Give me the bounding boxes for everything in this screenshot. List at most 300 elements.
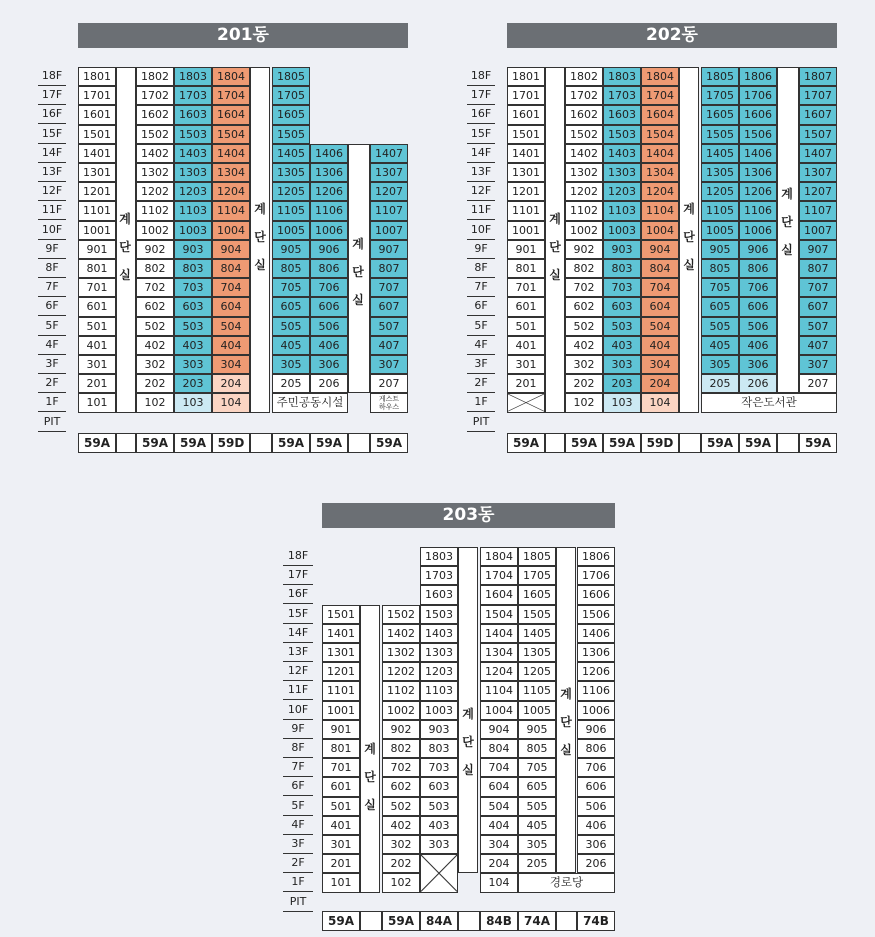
floor-label: 11F (467, 201, 495, 220)
floor-label: 14F (467, 144, 495, 163)
unit-cell: 306 (310, 355, 348, 374)
unit-cell: 1705 (518, 566, 556, 585)
unit-cell: 405 (701, 336, 739, 355)
unit-cell: 1002 (382, 701, 420, 720)
unit-cell: 606 (577, 777, 615, 796)
unit-cell: 1706 (577, 566, 615, 585)
unit-cell: 406 (577, 816, 615, 835)
floor-label: 12F (38, 182, 66, 201)
unit-cell: 1704 (641, 86, 679, 105)
floor-label: 16F (38, 105, 66, 124)
floor-label: 1F (467, 393, 495, 412)
unit-cell: 104 (641, 393, 679, 412)
unit-cell: 404 (641, 336, 679, 355)
unit-cell: 1407 (370, 144, 408, 163)
unit-cell: 506 (310, 317, 348, 336)
floor-label: 17F (467, 86, 495, 105)
unit-cell: 905 (518, 720, 556, 739)
floor-label: 15F (283, 605, 313, 624)
unit-cell: 502 (382, 797, 420, 816)
unit-cell: 1406 (739, 144, 777, 163)
unit-cell: 1005 (272, 221, 310, 240)
floor-label: 9F (38, 240, 66, 259)
unit-cell: 802 (565, 259, 603, 278)
building-title: 201동 (78, 23, 408, 48)
unit-cell: 1203 (174, 182, 212, 201)
unit-cell: 405 (518, 816, 556, 835)
unit-type-cell: 84B (480, 911, 518, 931)
unit-cell: 1401 (322, 624, 360, 643)
unit-cell: 1103 (420, 681, 458, 700)
unit-cell: 904 (641, 240, 679, 259)
floor-label: 5F (283, 797, 313, 816)
unit-cell: 301 (78, 355, 116, 374)
unit-cell: 1107 (799, 201, 837, 220)
unit-cell: 1404 (480, 624, 518, 643)
unit-cell: 1703 (174, 86, 212, 105)
unit-cell: 205 (518, 854, 556, 873)
unit-cell: 304 (480, 835, 518, 854)
unit-cell: 1805 (272, 67, 310, 86)
unit-cell: 601 (507, 297, 545, 316)
unit-cell: 802 (382, 739, 420, 758)
unit-cell: 201 (322, 854, 360, 873)
unit-cell: 1802 (565, 67, 603, 86)
unit-cell: 1603 (174, 105, 212, 124)
unit-type-cell: 59A (174, 433, 212, 453)
unit-cell: 402 (382, 816, 420, 835)
floor-label: 4F (38, 336, 66, 355)
unit-cell: 207 (799, 374, 837, 393)
unit-cell: 104 (480, 873, 518, 892)
floor-label: 9F (283, 720, 313, 739)
unit-cell: 506 (577, 797, 615, 816)
floor-label: 3F (467, 355, 495, 374)
unit-cell: 101 (78, 393, 116, 412)
unit-cell: 1204 (212, 182, 250, 201)
unit-cell: 304 (641, 355, 679, 374)
unit-cell: 905 (272, 240, 310, 259)
unit-cell: 902 (136, 240, 174, 259)
unit-cell: 701 (322, 758, 360, 777)
unit-cell: 605 (701, 297, 739, 316)
unit-cell: 1606 (577, 585, 615, 604)
unit-type-cell: 59A (799, 433, 837, 453)
unit-cell: 501 (78, 317, 116, 336)
unit-cell: 305 (701, 355, 739, 374)
unit-cell: 1406 (310, 144, 348, 163)
unit-cell: 1306 (310, 163, 348, 182)
floor-label: 17F (38, 86, 66, 105)
unit-cell: 602 (565, 297, 603, 316)
unit-type-cell: 74B (577, 911, 615, 931)
unit-cell: 206 (577, 854, 615, 873)
unit-cell: 402 (136, 336, 174, 355)
unit-cell: 1405 (272, 144, 310, 163)
unit-cell: 607 (370, 297, 408, 316)
unit-cell: 702 (382, 758, 420, 777)
floor-label: 17F (283, 566, 313, 585)
unit-cell: 1502 (382, 605, 420, 624)
unit-cell: 903 (174, 240, 212, 259)
floor-label: 10F (38, 221, 66, 240)
unit-cell: 1105 (518, 681, 556, 700)
unit-cell: 801 (78, 259, 116, 278)
unit-cell: 705 (272, 278, 310, 297)
floor-label: 2F (283, 854, 313, 873)
unit-cell: 1002 (136, 221, 174, 240)
floor-label: 6F (467, 297, 495, 316)
unit-cell: 1604 (641, 105, 679, 124)
unit-cell: 303 (603, 355, 641, 374)
unit-cell: 1104 (212, 201, 250, 220)
floor-label: 8F (38, 259, 66, 278)
floor-label: 4F (467, 336, 495, 355)
unit-cell: 401 (507, 336, 545, 355)
unit-cell: 1301 (322, 643, 360, 662)
floor-label: 13F (283, 643, 313, 662)
unit-cell: 1105 (701, 201, 739, 220)
unit-cell: 1001 (322, 701, 360, 720)
unit-cell: 404 (480, 816, 518, 835)
unit-cell: 1404 (641, 144, 679, 163)
stairwell-label: 계 단 실 (352, 237, 364, 307)
unit-cell: 907 (799, 240, 837, 259)
unit-cell: 1704 (480, 566, 518, 585)
unit-cell: 902 (565, 240, 603, 259)
unit-cell: 1205 (518, 662, 556, 681)
unit-cell: 502 (565, 317, 603, 336)
unit-cell: 1003 (174, 221, 212, 240)
unit-cell: 1503 (174, 125, 212, 144)
unit-cell: 1502 (565, 125, 603, 144)
floor-label: PIT (38, 413, 66, 432)
unit-cell: 602 (382, 777, 420, 796)
unit-cell: 1202 (565, 182, 603, 201)
unit-type-cell: 59A (272, 433, 310, 453)
stairwell-label: 계 단 실 (462, 707, 474, 777)
unit-cell: 1502 (136, 125, 174, 144)
stairwell-label: 계 단 실 (560, 687, 572, 757)
unit-cell: 1304 (641, 163, 679, 182)
unit-cell: 1106 (310, 201, 348, 220)
unit-cell: 1303 (174, 163, 212, 182)
unit-cell: 503 (174, 317, 212, 336)
unit-cell: 803 (174, 259, 212, 278)
unit-cell: 1402 (136, 144, 174, 163)
unit-cell: 1501 (322, 605, 360, 624)
unit-cell: 803 (603, 259, 641, 278)
floor-label: 6F (38, 297, 66, 316)
unit-cell: 1201 (78, 182, 116, 201)
unit-cell: 606 (310, 297, 348, 316)
floor-label: 12F (467, 182, 495, 201)
unit-cell: 1005 (518, 701, 556, 720)
floor-label: 9F (467, 240, 495, 259)
unit-cell: 1102 (565, 201, 603, 220)
unit-cell: 1705 (272, 86, 310, 105)
unit-cell: 1106 (577, 681, 615, 700)
unit-cell: 801 (322, 739, 360, 758)
unit-cell: 1101 (78, 201, 116, 220)
unit-type-cell (250, 433, 272, 453)
unit-cell: 104 (212, 393, 250, 412)
unit-cell: 704 (212, 278, 250, 297)
unit-cell: 1503 (420, 605, 458, 624)
unit-cell: 1404 (212, 144, 250, 163)
stairwell-label: 계 단 실 (781, 187, 793, 257)
unit-cell: 1806 (739, 67, 777, 86)
unit-cell: 1604 (480, 585, 518, 604)
unit-cell: 1601 (78, 105, 116, 124)
unit-cell: 901 (322, 720, 360, 739)
unit-cell: 1001 (507, 221, 545, 240)
unit-cell: 1606 (739, 105, 777, 124)
unit-cell: 307 (799, 355, 837, 374)
unit-cell: 1806 (577, 547, 615, 566)
unit-cell: 705 (701, 278, 739, 297)
floor-label: 11F (283, 681, 313, 700)
unit-cell: 403 (603, 336, 641, 355)
floor-label: 7F (467, 278, 495, 297)
unit-cell: 1105 (272, 201, 310, 220)
unit-cell: 1605 (272, 105, 310, 124)
unit-cell: 1207 (370, 182, 408, 201)
unit-cell: 604 (480, 777, 518, 796)
unit-cell: 1102 (382, 681, 420, 700)
unit-cell: 804 (641, 259, 679, 278)
unit-cell: 1504 (641, 125, 679, 144)
unit-cell: 202 (382, 854, 420, 873)
floor-label: 18F (38, 67, 66, 86)
building-title: 202동 (507, 23, 837, 48)
unit-type-cell: 59A (78, 433, 116, 453)
unit-cell: 207 (370, 374, 408, 393)
unit-cell: 1201 (507, 182, 545, 201)
unit-cell: 1203 (420, 662, 458, 681)
unit-type-cell: 59A (322, 911, 360, 931)
unit-cell: 1604 (212, 105, 250, 124)
unit-cell: 707 (370, 278, 408, 297)
unit-cell: 706 (739, 278, 777, 297)
unit-cell: 606 (739, 297, 777, 316)
unit-type-cell (777, 433, 799, 453)
unit-cell: 1805 (518, 547, 556, 566)
unit-cell: 505 (272, 317, 310, 336)
unit-cell: 1102 (136, 201, 174, 220)
floor-label: 3F (38, 355, 66, 374)
unit-cell: 1507 (799, 125, 837, 144)
floor-label: 10F (467, 221, 495, 240)
unit-cell: 305 (518, 835, 556, 854)
unit-cell: 601 (78, 297, 116, 316)
unit-cell: 906 (310, 240, 348, 259)
unit-cell: 703 (420, 758, 458, 777)
unit-cell: 302 (136, 355, 174, 374)
unit-cell: 1207 (799, 182, 837, 201)
unit-cell: 904 (480, 720, 518, 739)
unit-cell: 303 (420, 835, 458, 854)
unit-cell: 501 (507, 317, 545, 336)
unit-cell: 404 (212, 336, 250, 355)
unit-cell: 903 (603, 240, 641, 259)
unit-type-cell (556, 911, 577, 931)
unit-cell: 603 (603, 297, 641, 316)
unit-cell: 303 (174, 355, 212, 374)
unit-type-cell: 59A (739, 433, 777, 453)
unit-cell: 905 (701, 240, 739, 259)
unit-cell: 605 (518, 777, 556, 796)
unit-cell: 1703 (603, 86, 641, 105)
empty-cell-cross (507, 393, 545, 412)
unit-cell: 707 (799, 278, 837, 297)
unit-cell: 604 (641, 297, 679, 316)
unit-cell: 1101 (322, 681, 360, 700)
unit-cell: 804 (480, 739, 518, 758)
unit-cell: 601 (322, 777, 360, 796)
unit-cell: 1006 (310, 221, 348, 240)
unit-cell: 907 (370, 240, 408, 259)
floor-label: PIT (467, 413, 495, 432)
unit-cell: 1303 (420, 643, 458, 662)
unit-cell: 1801 (78, 67, 116, 86)
unit-cell: 301 (322, 835, 360, 854)
unit-cell: 1401 (507, 144, 545, 163)
unit-cell: 게스트 하우스 (370, 393, 408, 412)
unit-cell: 804 (212, 259, 250, 278)
unit-cell: 502 (136, 317, 174, 336)
unit-type-cell: 59A (565, 433, 603, 453)
unit-cell: 604 (212, 297, 250, 316)
unit-cell: 1403 (603, 144, 641, 163)
unit-type-cell: 59D (641, 433, 679, 453)
stairwell-label: 계 단 실 (683, 202, 695, 272)
unit-cell: 1301 (507, 163, 545, 182)
unit-cell: 103 (174, 393, 212, 412)
unit-cell: 803 (420, 739, 458, 758)
floor-label: 18F (283, 547, 313, 566)
unit-cell: 806 (739, 259, 777, 278)
floor-label: 3F (283, 835, 313, 854)
unit-cell: 203 (174, 374, 212, 393)
unit-cell: 607 (799, 297, 837, 316)
unit-cell: 506 (739, 317, 777, 336)
unit-cell: 1006 (739, 221, 777, 240)
unit-cell: 1701 (507, 86, 545, 105)
floor-label: 18F (467, 67, 495, 86)
unit-cell: 204 (641, 374, 679, 393)
unit-cell: 405 (272, 336, 310, 355)
unit-cell: 505 (518, 797, 556, 816)
unit-cell: 906 (577, 720, 615, 739)
unit-cell: 1705 (701, 86, 739, 105)
floor-label: 16F (467, 105, 495, 124)
unit-cell: 301 (507, 355, 545, 374)
unit-cell: 1206 (739, 182, 777, 201)
unit-cell: 805 (518, 739, 556, 758)
facility-cell: 경로당 (518, 873, 615, 892)
unit-cell: 505 (701, 317, 739, 336)
unit-cell: 1501 (507, 125, 545, 144)
unit-cell: 1504 (212, 125, 250, 144)
unit-cell: 1603 (603, 105, 641, 124)
unit-cell: 1305 (701, 163, 739, 182)
unit-type-cell: 59A (136, 433, 174, 453)
floor-label: 7F (283, 758, 313, 777)
unit-cell: 704 (480, 758, 518, 777)
unit-cell: 1306 (739, 163, 777, 182)
unit-cell: 503 (603, 317, 641, 336)
unit-cell: 407 (799, 336, 837, 355)
unit-cell: 806 (577, 739, 615, 758)
unit-cell: 504 (212, 317, 250, 336)
floor-label: 5F (467, 317, 495, 336)
unit-cell: 1406 (577, 624, 615, 643)
unit-cell: 1307 (799, 163, 837, 182)
unit-cell: 1506 (577, 605, 615, 624)
unit-cell: 1306 (577, 643, 615, 662)
floor-label: 12F (283, 662, 313, 681)
stairwell-label: 계 단 실 (254, 202, 266, 272)
unit-cell: 1206 (310, 182, 348, 201)
building-title: 203동 (322, 503, 615, 528)
unit-cell: 205 (701, 374, 739, 393)
unit-cell: 1003 (603, 221, 641, 240)
unit-type-cell: 59A (310, 433, 348, 453)
unit-cell: 102 (136, 393, 174, 412)
unit-cell: 1804 (641, 67, 679, 86)
unit-type-cell (348, 433, 370, 453)
unit-cell: 701 (78, 278, 116, 297)
unit-cell: 1304 (212, 163, 250, 182)
unit-cell: 1302 (382, 643, 420, 662)
unit-cell: 1701 (78, 86, 116, 105)
unit-cell: 801 (507, 259, 545, 278)
unit-cell: 1503 (603, 125, 641, 144)
unit-cell: 206 (310, 374, 348, 393)
unit-cell: 1704 (212, 86, 250, 105)
unit-cell: 1801 (507, 67, 545, 86)
unit-cell: 1301 (78, 163, 116, 182)
unit-type-cell: 59A (603, 433, 641, 453)
empty-cell-cross (420, 854, 458, 892)
unit-type-cell: 59D (212, 433, 250, 453)
unit-cell: 706 (310, 278, 348, 297)
floor-label: 7F (38, 278, 66, 297)
unit-cell: 1307 (370, 163, 408, 182)
unit-cell: 1201 (322, 662, 360, 681)
unit-cell: 1603 (420, 585, 458, 604)
unit-cell: 1101 (507, 201, 545, 220)
unit-type-cell (545, 433, 565, 453)
unit-cell: 806 (310, 259, 348, 278)
unit-cell: 1605 (518, 585, 556, 604)
unit-cell: 504 (480, 797, 518, 816)
unit-cell: 1202 (382, 662, 420, 681)
unit-cell: 304 (212, 355, 250, 374)
unit-type-cell: 59A (382, 911, 420, 931)
floor-label: 10F (283, 701, 313, 720)
floor-label: 15F (467, 125, 495, 144)
floor-label: PIT (283, 893, 313, 912)
unit-cell: 204 (212, 374, 250, 393)
unit-cell: 1601 (507, 105, 545, 124)
floor-label: 4F (283, 816, 313, 835)
unit-cell: 1706 (739, 86, 777, 105)
unit-cell: 203 (603, 374, 641, 393)
unit-cell: 1402 (382, 624, 420, 643)
unit-cell: 1205 (701, 182, 739, 201)
